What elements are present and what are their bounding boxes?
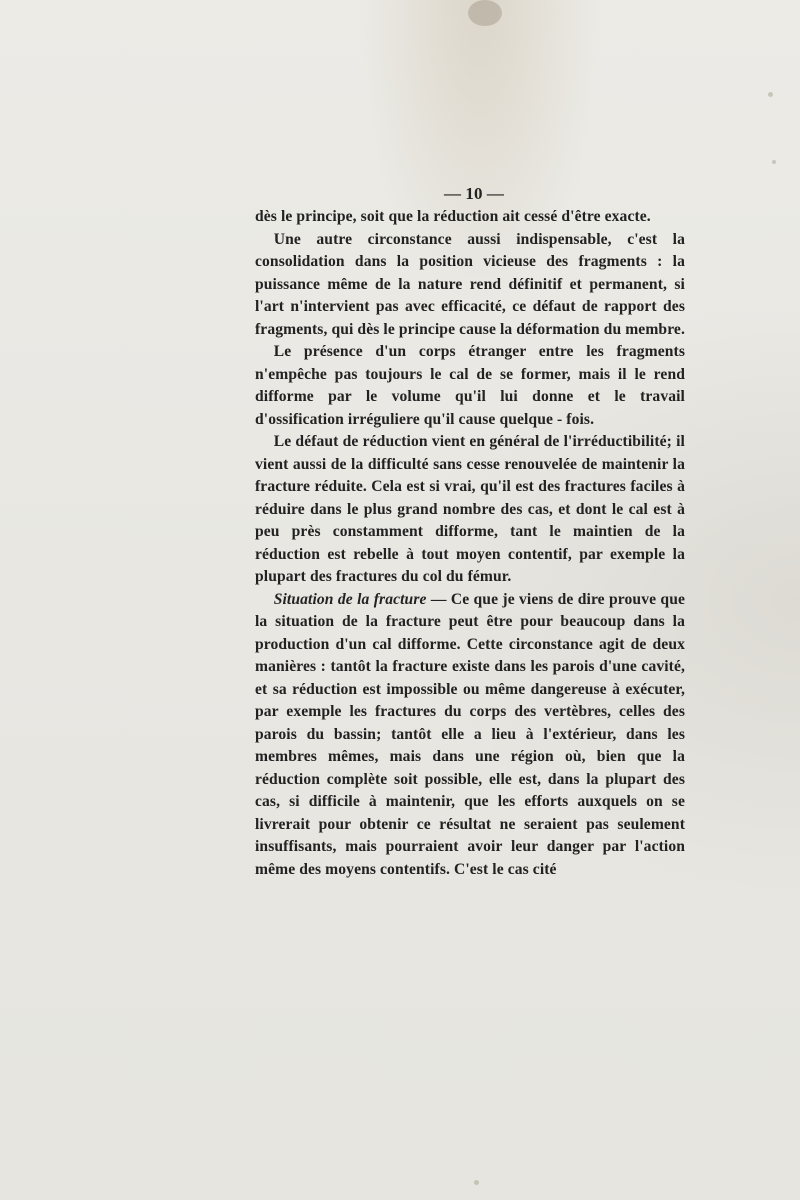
paper-spot [768, 92, 773, 97]
paper-spot [772, 160, 776, 164]
paragraph-5 [255, 589, 685, 882]
page-text [255, 182, 685, 881]
paragraph-4: Le défaut de réduction vient en général de l'irréductibilité; il vient aussi de la difficulté sans cesse renouvelée de maintenir la fracture réduite. Cela est si vrai, qu'il est des fractures faciles à réduire dans le plus grand nombre des cas, et dont le cal est à peu près constamment difforme, tant le maintien de la réduction est rebelle à tout moyen contentif, par exemple la plupart des fractures du col du fémur. [255, 433, 685, 585]
section-heading: Situation de la fracture [273, 590, 427, 608]
paragraph-3: Le présence d'un corps étranger entre les fragments n'empêche pas toujours le cal de se former, mais il le rend difforme par le volume qu'il lui donne et le travail d'ossification irréguliere qu'il cause quelque - fois. [255, 343, 685, 428]
paragraph-5-body: — Ce que je viens de dire prouve que la situation de la fracture peut être pour beaucoup dans la production d'un cal difforme. Cette circonstance agit de deux manières : tantôt la fracture existe dans les parois d'une cavité, et sa réduction est impossible ou même dangereuse à exécuter, par exemple les fractures du corps des vertèbres, celles des parois du bassin; tantôt elle a lieu à l'extérieur, dans les membres mêmes, mais dans une région où, bien que la réduction complète soit possible, elle est, dans la plupart des cas, si difficile à maintenir, que les efforts auxquels on se livrerait pour obtenir ce résultat ne seraient pas seulement insuffisants, mais pourraient avoir leur danger par l'action même des moyens contentifs. C'est le cas cité [255, 590, 685, 878]
paragraph-1: dès le principe, soit que la réduction ait cessé d'être exacte. [255, 208, 651, 225]
paper-spot [468, 0, 502, 26]
paper-spot [474, 1180, 479, 1185]
paragraph-2: Une autre circonstance aussi indispensable, c'est la consolidation dans la position vicieuse des fragments : la puissance même de la nature rend définitif et permanent, si l'art n'intervient pas avec efficacité, ce défaut de rapport des fragments, qui dès le principe cause la déformation du membre. [255, 230, 685, 338]
page-number: — 10 — [443, 184, 505, 203]
